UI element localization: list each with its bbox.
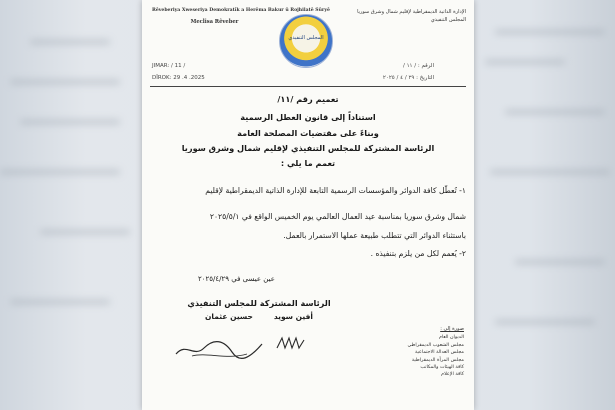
header-divider	[150, 86, 466, 87]
council-logo	[279, 14, 333, 68]
reference-number-kurdish: JIMAR: / 11 /	[152, 63, 186, 69]
blurred-right-background	[475, 0, 615, 410]
date-kurdish: DÎROK: 29 .4 .2025	[152, 75, 205, 81]
logo-text: المجلس التنفيذي	[288, 35, 324, 41]
circular-number: تعميم رقم /١١/	[277, 94, 339, 104]
handwritten-signature-1	[172, 334, 267, 362]
copies-item: كافة الإعلام	[441, 372, 464, 378]
copies-item: مجلس المرأة الديمقراطية	[411, 357, 464, 363]
body-line-3: باستثناء الدوائر التي تتطلب طبيعة عملها الاستمرار بالعمل.	[283, 231, 466, 240]
copies-item: مجلس الشعوب الديمقراطي	[407, 342, 464, 348]
date-arabic: التاريخ : ٢٩ / ٤ / ٢٠٢٥	[382, 75, 434, 81]
body-line-4: ٢- يُعمم لكل من يلزم بتنفيذه .	[370, 249, 466, 258]
place-and-date: عين عيسى في ٢٠٢٥/٤/٢٩	[198, 275, 275, 283]
copies-item: كافة الهيئات والمكاتب	[420, 365, 464, 371]
blurred-left-background	[0, 0, 140, 410]
copies-item: مجلس العدالة الاجتماعية	[414, 350, 464, 356]
header-left-org: Rêveberiya Xweseriya Demokratîk a Herêma Bakur û Rojhilatê Sûryê	[152, 8, 330, 13]
copies-item: الديوان العام	[438, 335, 464, 341]
header-left	[152, 8, 330, 25]
reference-number-arabic: الرقم : / ١١ /	[402, 63, 434, 69]
header-right-council: المجلس التنفيذي	[430, 17, 466, 23]
signature-block	[154, 298, 364, 321]
signature-title: الرئاسة المشتركة للمجلس التنفيذي	[187, 298, 331, 308]
signatory-name-2: حسين عثمان	[205, 312, 253, 321]
copies-title: صورة إلى :	[440, 326, 464, 332]
signature-names	[154, 312, 364, 321]
announces-line: تعمم ما يلي :	[280, 158, 336, 168]
issuer-line: الرئاسة المشتركة للمجلس التنفيذي لإقليم شمال وشرق سوريا	[181, 143, 435, 153]
document-page	[142, 0, 474, 410]
public-interest-line: وبناءً على مقتضيات المصلحة العامة	[237, 128, 379, 138]
header-right	[348, 8, 466, 24]
header-right-org: الإدارة الذاتية الديمقراطية لإقليم شمال وشرق سوريا	[357, 9, 466, 15]
header-left-council: Meclisa Rêveber	[190, 19, 239, 25]
signatory-name-1: أفين سويد	[273, 312, 313, 321]
handwritten-signature-2	[274, 332, 310, 354]
copies-list	[369, 326, 464, 379]
body-line-1: ١- تُعطّل كافة الدوائر والمؤسسات الرسمية التابعة للإدارة الذاتية الديمقراطية لإقليم	[205, 186, 466, 195]
legal-basis: استناداً إلى قانون العطل الرسمية	[240, 112, 376, 122]
body-line-2: شمال وشرق سوريا بمناسبة عيد العمال العالمي يوم الخميس الواقع في ٢٠٢٥/٥/١	[209, 212, 466, 221]
